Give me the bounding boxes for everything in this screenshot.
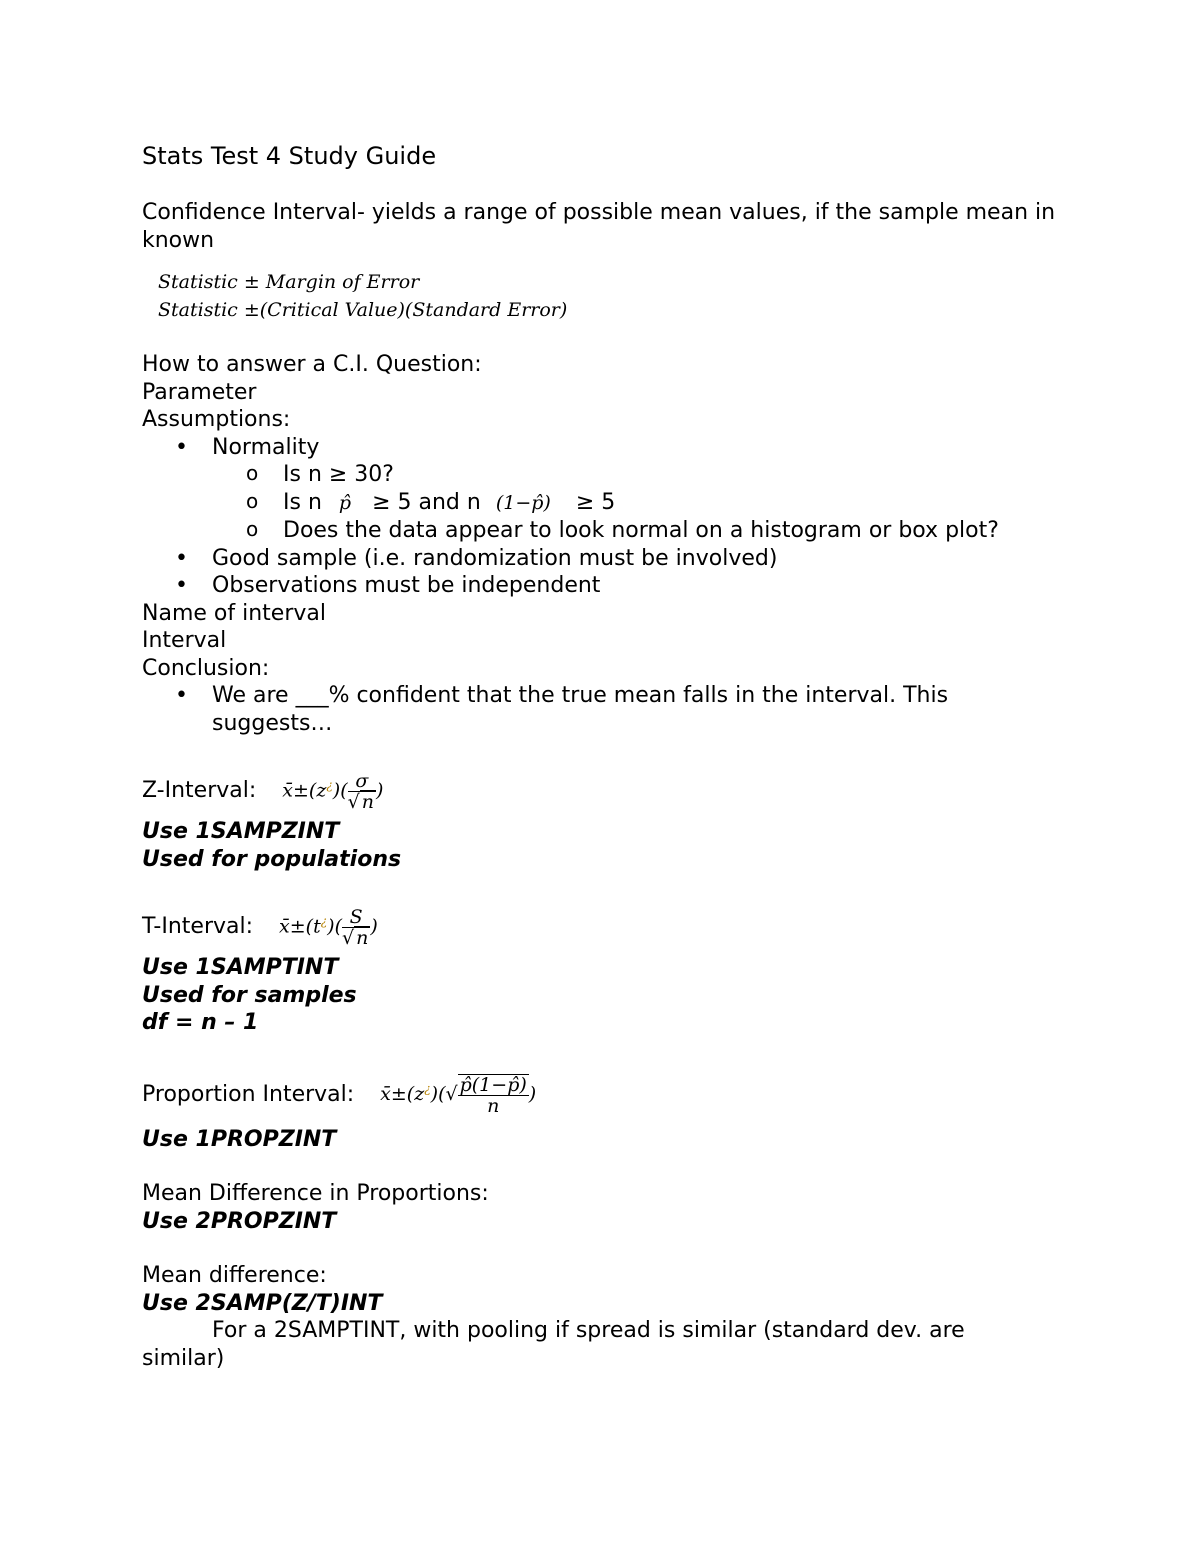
formula-close: ): [528, 1082, 537, 1105]
formula-lhs: x̄±(z: [380, 1082, 425, 1105]
list-item: • Observations must be independent: [142, 572, 1062, 600]
ci-formula-2: Statistic ±(Critical Value)(Standard Error): [158, 299, 568, 321]
z-interval-label: Z-Interval:: [142, 778, 257, 804]
prop-use: Use 1PROPZINT: [142, 1126, 337, 1152]
fraction: [348, 771, 376, 812]
t-df: df = n – 1: [142, 1010, 259, 1035]
fraction-denominator: n: [487, 1094, 500, 1117]
fraction: [342, 907, 370, 948]
formula-close: ): [370, 915, 378, 937]
p-hat-symbol: p̂: [338, 491, 352, 514]
conclusion-label: Conclusion:: [142, 655, 270, 681]
md-use: Use 2SAMP(Z/T)INT: [142, 1290, 383, 1316]
fraction-numerator: S: [342, 907, 370, 928]
mdp-use: Use 2PROPZINT: [142, 1208, 337, 1234]
formula-sup: ¿: [320, 913, 328, 928]
check2-text-b: ≥ 5 and n: [372, 489, 481, 515]
list-item: o Is n ≥ 30?: [142, 461, 1062, 489]
howto-heading: How to answer a C.I. Question:: [142, 352, 482, 377]
fraction-numerator: p̂(1−p̂): [459, 1073, 527, 1096]
t-interval-row: [142, 900, 1062, 954]
z-interval-row: [142, 764, 1062, 818]
page-title: Stats Test 4 Study Guide: [142, 142, 437, 170]
fraction-denominator: √ n: [347, 790, 374, 813]
z-for: Used for populations: [142, 846, 402, 872]
check2-text-a: Is n: [283, 489, 322, 515]
prop-interval-label: Proportion Interval:: [142, 1081, 355, 1107]
one-minus-p-hat: (1−p̂): [495, 491, 551, 514]
sqrt-content: n: [361, 790, 374, 813]
document-page: [142, 140, 1062, 1372]
list-item: • Good sample (i.e. randomization must be involved): [142, 545, 1062, 573]
list-item: • We are ___% confident that the true mean falls in the interval. This suggests…: [142, 682, 1062, 737]
md-note-cont: similar): [142, 1345, 225, 1371]
z-interval-formula: [282, 771, 383, 812]
md-note: For a 2SAMPTINT, with pooling if spread is similar (standard dev. are: [212, 1318, 965, 1343]
t-interval-formula: [279, 907, 378, 948]
t-interval-label: T-Interval:: [142, 914, 254, 940]
t-use: Use 1SAMPTINT: [142, 955, 339, 980]
formula-lhs: x̄±(z: [282, 779, 327, 801]
list-item: o Does the data appear to look normal on a histogram or box plot?: [142, 517, 1062, 545]
formula-mid: )(: [430, 1082, 446, 1105]
check2-text-c: ≥ 5: [575, 489, 616, 515]
formula-mid: )(: [327, 915, 342, 937]
prop-interval-formula: x̄±(z¿)(√ $\frac{p̂(1-p̂)}{n}$ ): [380, 1073, 537, 1117]
fraction: [458, 1074, 529, 1116]
list-item: • Normality: [142, 434, 1062, 462]
name-of-interval-label: Name of interval: [142, 600, 326, 626]
md-label: Mean difference:: [142, 1263, 327, 1288]
list-item: [142, 489, 1062, 518]
parameter-label: Parameter: [142, 379, 257, 405]
ci-formula-1: Statistic ± Margin of Error: [158, 271, 420, 293]
z-use: Use 1SAMPZINT: [142, 819, 340, 844]
sqrt-content: n: [356, 926, 369, 949]
interval-label: Interval: [142, 628, 227, 653]
formula-sup: ¿: [326, 777, 333, 792]
formula-sup: ¿: [424, 1081, 431, 1096]
fraction-numerator: σ: [348, 771, 376, 792]
formula-mid: )(: [332, 779, 348, 801]
prop-interval-row: [142, 1064, 1062, 1126]
mdp-label: Mean Difference in Proportions:: [142, 1181, 489, 1206]
fraction-denominator: √ n: [341, 926, 369, 949]
formula-lhs: x̄±(t: [279, 915, 321, 937]
assumptions-label: Assumptions:: [142, 407, 291, 432]
ci-definition: Confidence Interval- yields a range of possible mean values, if the sample mean in known: [142, 200, 1056, 253]
t-for: Used for samples: [142, 982, 357, 1008]
formula-close: ): [375, 779, 384, 801]
